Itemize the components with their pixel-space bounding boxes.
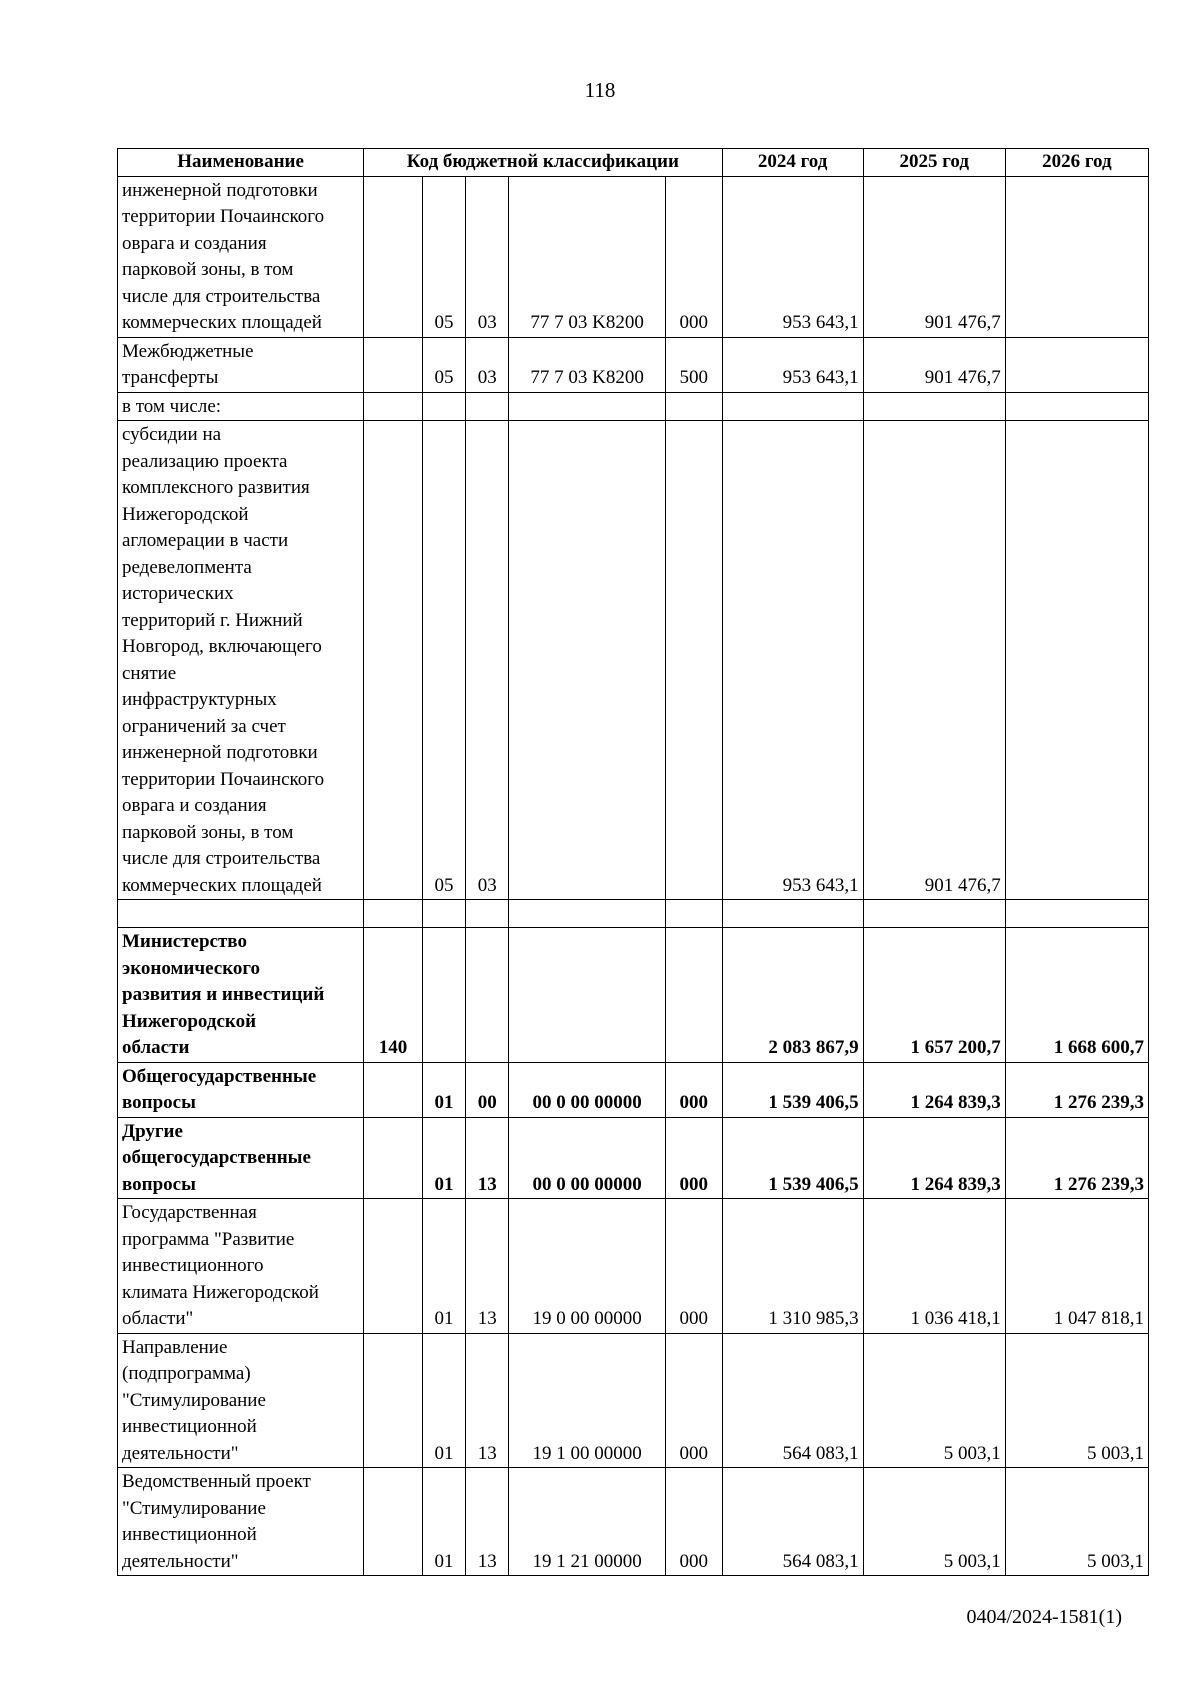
subsection-code — [466, 900, 509, 928]
table-row — [118, 900, 1149, 928]
ved-code — [364, 900, 423, 928]
table-body — [118, 176, 1149, 1576]
value-2026: 1 276 239,3 — [1005, 1062, 1148, 1117]
section-code: 05 — [422, 337, 465, 392]
row-name: Государственная программа "Развитие инвестиционного климата Нижегородской области" — [118, 1199, 364, 1334]
table-row — [118, 176, 1149, 337]
ved-code — [364, 1117, 423, 1199]
target-article-code: 00 0 00 00000 — [509, 1062, 666, 1117]
header-2025: 2025 год — [863, 149, 1005, 177]
expense-type-code — [665, 421, 722, 900]
table-row — [118, 1333, 1149, 1468]
value-2025: 1 264 839,3 — [863, 1117, 1005, 1199]
target-article-code — [509, 928, 666, 1063]
value-2026 — [1005, 176, 1148, 337]
table-row — [118, 1468, 1149, 1576]
value-2024: 564 083,1 — [722, 1333, 863, 1468]
row-name: Направление (подпрограмма) "Стимулирование инвестиционной деятельности" — [118, 1333, 364, 1468]
page-number: 118 — [584, 78, 616, 102]
value-2024: 564 083,1 — [722, 1468, 863, 1576]
target-article-code — [509, 392, 666, 421]
value-2025 — [863, 392, 1005, 421]
ved-code — [364, 421, 423, 900]
ved-code — [364, 392, 423, 421]
target-article-code: 19 1 00 00000 — [509, 1333, 666, 1468]
value-2025: 1 264 839,3 — [863, 1062, 1005, 1117]
value-2026: 1 047 818,1 — [1005, 1199, 1148, 1334]
table-header-row — [118, 149, 1149, 177]
budget-table — [117, 148, 1149, 1576]
value-2025: 901 476,7 — [863, 337, 1005, 392]
value-2025: 5 003,1 — [863, 1468, 1005, 1576]
table-row — [118, 1062, 1149, 1117]
ved-code — [364, 337, 423, 392]
expense-type-code: 000 — [665, 1333, 722, 1468]
value-2026 — [1005, 392, 1148, 421]
subsection-code: 13 — [466, 1199, 509, 1334]
subsection-code: 13 — [466, 1333, 509, 1468]
expense-type-code: 000 — [665, 1468, 722, 1576]
value-2024 — [722, 900, 863, 928]
expense-type-code — [665, 392, 722, 421]
header-name: Наименование — [118, 149, 364, 177]
expense-type-code: 500 — [665, 337, 722, 392]
section-code — [422, 928, 465, 1063]
ved-code — [364, 1333, 423, 1468]
header-2026: 2026 год — [1005, 149, 1148, 177]
row-name: субсидии на реализацию проекта комплексного развития Нижегородской агломерации в части редевелопмента исторических территорий г. Нижний Новгород, включающего снятие инфраструктурных ограничений за счет инженерной подготовки территории Почаинского оврага и создания парковой зоны, в том числе для строительства коммерческих площадей — [118, 421, 364, 900]
value-2024: 1 310 985,3 — [722, 1199, 863, 1334]
ved-code: 140 — [364, 928, 423, 1063]
value-2024: 2 083 867,9 — [722, 928, 863, 1063]
value-2026: 1 276 239,3 — [1005, 1117, 1148, 1199]
subsection-code: 03 — [466, 421, 509, 900]
value-2026: 1 668 600,7 — [1005, 928, 1148, 1063]
value-2026: 5 003,1 — [1005, 1468, 1148, 1576]
target-article-code: 77 7 03 K8200 — [509, 337, 666, 392]
expense-type-code: 000 — [665, 1062, 722, 1117]
row-name: Министерство экономического развития и инвестиций Нижегородской области — [118, 928, 364, 1063]
row-name: в том числе: — [118, 392, 364, 421]
value-2024 — [722, 392, 863, 421]
table-row — [118, 421, 1149, 900]
value-2024: 953 643,1 — [722, 421, 863, 900]
target-article-code — [509, 900, 666, 928]
value-2024: 1 539 406,5 — [722, 1117, 863, 1199]
table-row — [118, 1117, 1149, 1199]
target-article-code: 00 0 00 00000 — [509, 1117, 666, 1199]
section-code: 05 — [422, 176, 465, 337]
subsection-code: 13 — [466, 1117, 509, 1199]
section-code — [422, 900, 465, 928]
ved-code — [364, 176, 423, 337]
row-name — [118, 900, 364, 928]
target-article-code: 19 0 00 00000 — [509, 1199, 666, 1334]
row-name: Ведомственный проект "Стимулирование инвестиционной деятельности" — [118, 1468, 364, 1576]
table-row — [118, 1199, 1149, 1334]
value-2025: 901 476,7 — [863, 176, 1005, 337]
value-2024: 953 643,1 — [722, 337, 863, 392]
expense-type-code: 000 — [665, 1117, 722, 1199]
header-code: Код бюджетной классификации — [364, 149, 722, 177]
value-2025: 901 476,7 — [863, 421, 1005, 900]
ved-code — [364, 1199, 423, 1334]
ved-code — [364, 1062, 423, 1117]
table-row — [118, 392, 1149, 421]
value-2024: 953 643,1 — [722, 176, 863, 337]
subsection-code: 00 — [466, 1062, 509, 1117]
target-article-code — [509, 421, 666, 900]
header-2024: 2024 год — [722, 149, 863, 177]
value-2026 — [1005, 421, 1148, 900]
section-code: 05 — [422, 421, 465, 900]
subsection-code: 03 — [466, 176, 509, 337]
row-name: инженерной подготовки территории Почаинского оврага и создания парковой зоны, в том числе для строительства коммерческих площадей — [118, 176, 364, 337]
ved-code — [364, 1468, 423, 1576]
value-2026: 5 003,1 — [1005, 1333, 1148, 1468]
row-name: Межбюджетные трансферты — [118, 337, 364, 392]
table-row — [118, 337, 1149, 392]
expense-type-code — [665, 928, 722, 1063]
table-row — [118, 928, 1149, 1063]
section-code: 01 — [422, 1062, 465, 1117]
expense-type-code — [665, 900, 722, 928]
value-2025: 1 657 200,7 — [863, 928, 1005, 1063]
target-article-code: 19 1 21 00000 — [509, 1468, 666, 1576]
expense-type-code: 000 — [665, 1199, 722, 1334]
subsection-code — [466, 928, 509, 1063]
document-number: 0404/2024-1581(1) — [966, 1606, 1122, 1628]
value-2025 — [863, 900, 1005, 928]
section-code: 01 — [422, 1468, 465, 1576]
subsection-code: 03 — [466, 337, 509, 392]
value-2025: 1 036 418,1 — [863, 1199, 1005, 1334]
section-code: 01 — [422, 1117, 465, 1199]
section-code — [422, 392, 465, 421]
value-2024: 1 539 406,5 — [722, 1062, 863, 1117]
section-code: 01 — [422, 1333, 465, 1468]
target-article-code: 77 7 03 K8200 — [509, 176, 666, 337]
row-name: Общегосударственные вопросы — [118, 1062, 364, 1117]
subsection-code: 13 — [466, 1468, 509, 1576]
row-name: Другие общегосударственные вопросы — [118, 1117, 364, 1199]
value-2026 — [1005, 337, 1148, 392]
value-2025: 5 003,1 — [863, 1333, 1005, 1468]
subsection-code — [466, 392, 509, 421]
section-code: 01 — [422, 1199, 465, 1334]
expense-type-code: 000 — [665, 176, 722, 337]
value-2026 — [1005, 900, 1148, 928]
